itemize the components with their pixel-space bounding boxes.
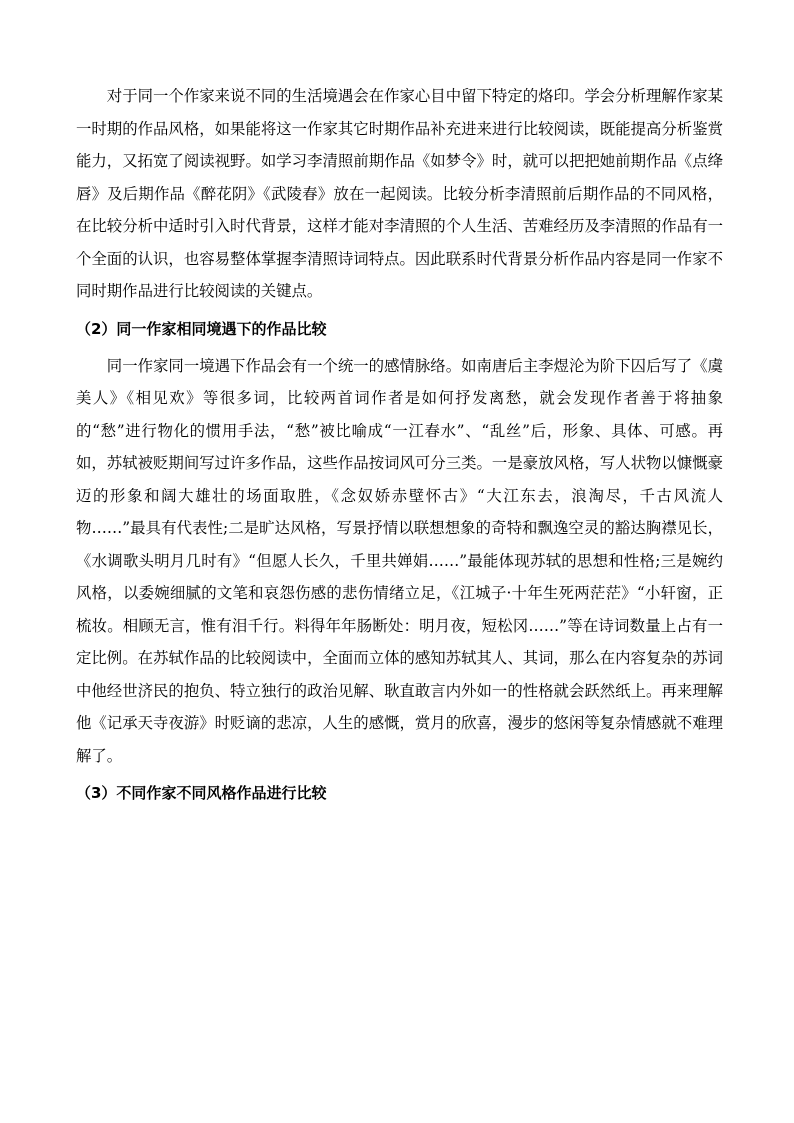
paragraph-same-circumstance: 同一作家同一境遇下作品会有一个统一的感情脉络。如南唐后主李煜沦为阶下囚后写了《虞美人》《相见欢》等很多词，比较两首词作者是如何抒发离愁，就会发现作者善于将抽象的“愁”进行物化的惯用手法，“愁”被比喻成“一江春水”、“乱丝”后，形象、具体、可感。再如，苏轼被贬期间写过许多作品，这些作品按词风可分三类。一是豪放风格，写人状物以慷慨豪迈的形象和阔大雄壮的场面取胜，《念奴娇赤壁怀古》“大江东去，浪淘尽，千古风流人物……”最具有代表性;二是旷达风格，写景抒情以联想想象的奇特和飘逸空灵的豁达胸襟见长，《水调歌头明月几时有》“但愿人长久，千里共婵娟……”最能体现苏轼的思想和性格;三是婉约风格，以委婉细腻的文笔和哀怨伤感的悲伤情绪立足，《江城子·十年生死两茫茫》“小轩窗，正梳妆。相顾无言，惟有泪千行。料得年年肠断处：明月夜，短松冈……”等在诗词数量上占有一定比例。在苏轼作品的比较阅读中，全面而立体的感知苏轼其人、其词，那么在内容复杂的苏词中他经世济民的抱负、特立独行的政治见解、耿直敢言内外如一的性格就会跃然纸上。再来理解他《记承天寺夜游》时贬谪的悲凉，人生的感慨，赏月的欣喜，漫步的悠闲等复杂情感就不难理解了。 [76, 356, 723, 765]
section-heading-2: （2）同一作家相同境遇下的作品比较 [76, 319, 327, 338]
section-heading-3: （3）不同作家不同风格作品进行比较 [76, 784, 327, 802]
paragraph-comparison-periods: 对于同一个作家来说不同的生活境遇会在作家心目中留下特定的烙印。学会分析理解作家某一时期的作品风格，如果能将这一作家其它时期作品补充进来进行比较阅读，既能提高分析鉴赏能力，又拓宽了阅读视野。如学习李清照前期作品《如梦令》时，就可以把把她前期作品《点绛唇》及后期作品《醉花阴》《武陵春》放在一起阅读。比较分析李清照前后期作品的不同风格，在比较分析中适时引入时代背景，这样才能对李清照的个人生活、苦难经历及李清照的作品有一个全面的认识，也容易整体掌握李清照诗词特点。因此联系时代背景分析作品内容是同一作家不同时期作品进行比较阅读的关键点。 [76, 87, 723, 300]
document-body [76, 80, 723, 814]
